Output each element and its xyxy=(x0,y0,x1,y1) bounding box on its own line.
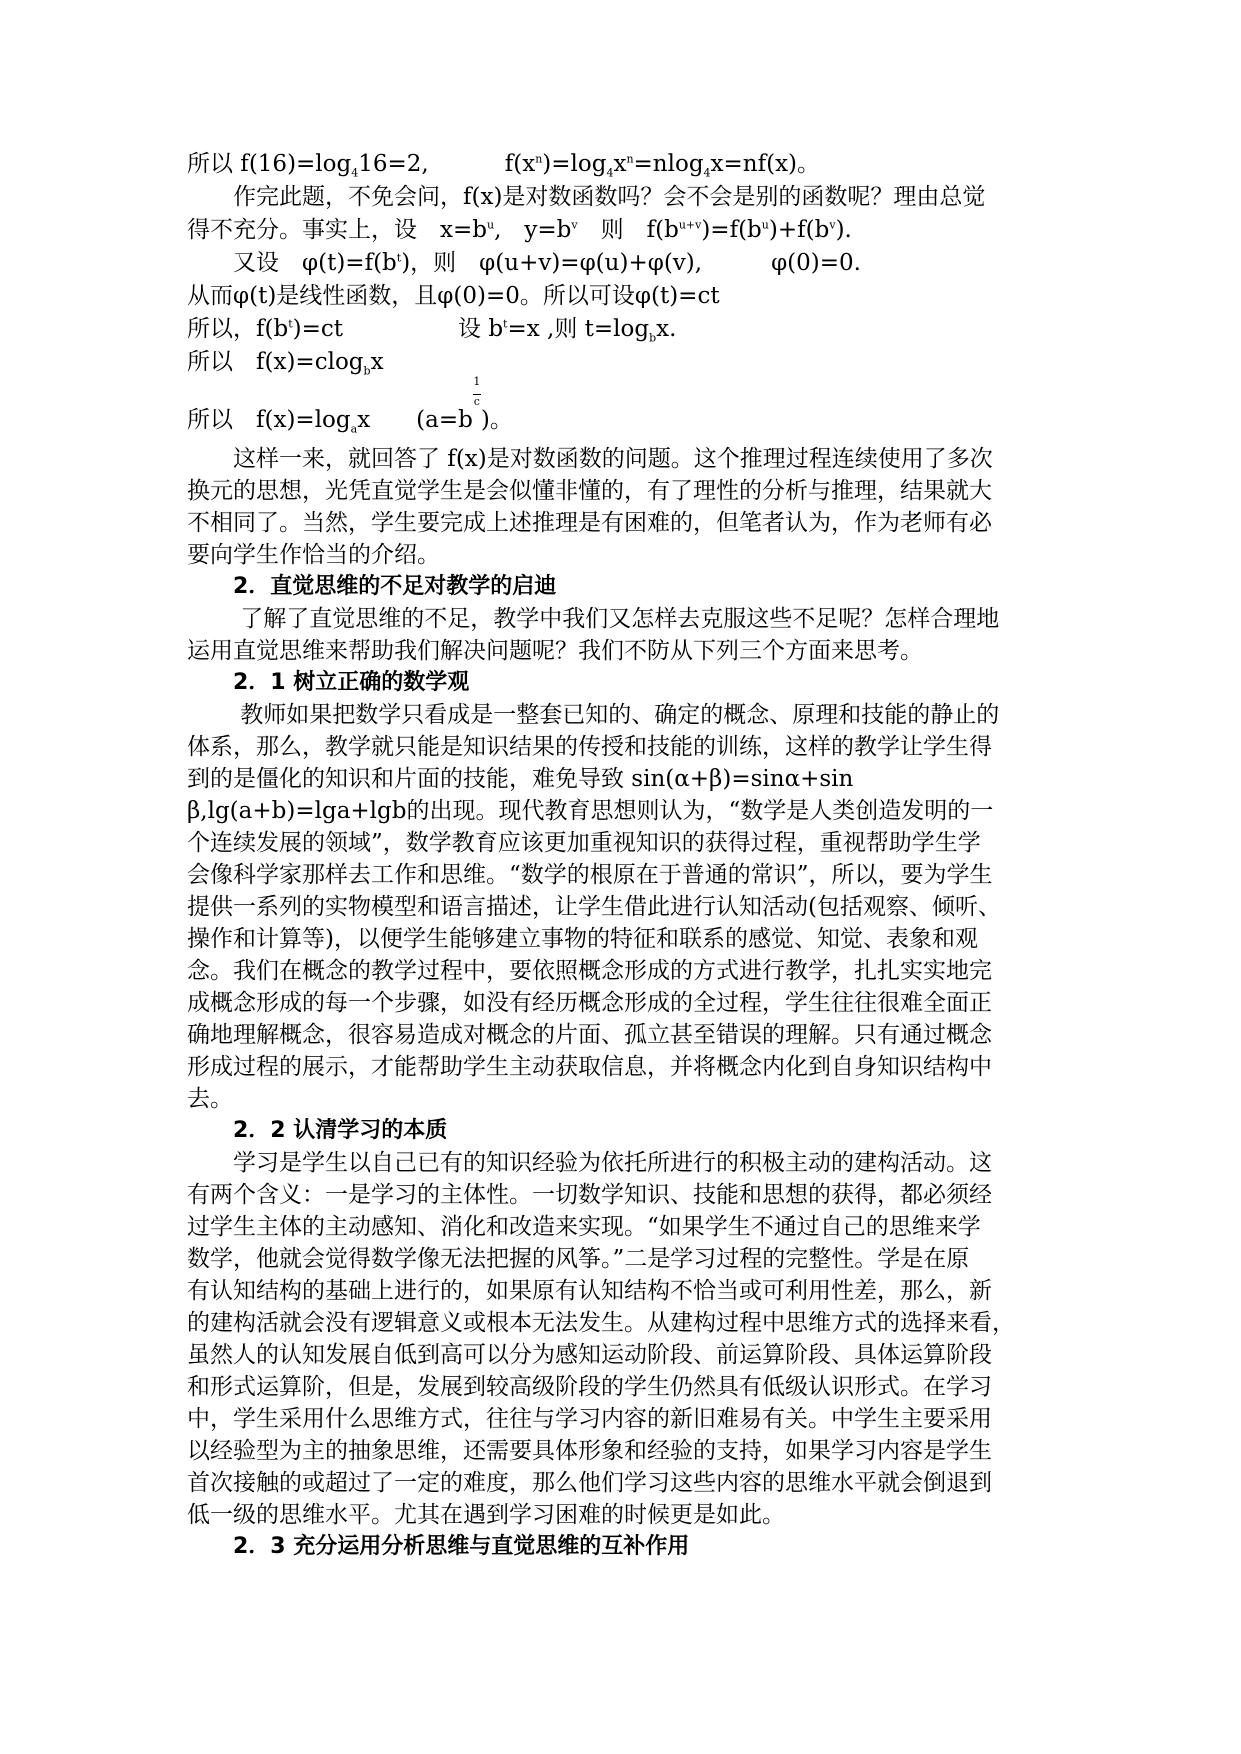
paragraph-line: 确地理解概念，很容易造成对概念的片面、孤立甚至错误的理解。只有通过概念 xyxy=(187,1022,992,1048)
paragraph-line: 不相同了。当然，学生要完成上述推理是有困难的，但笔者认为，作为老师有必 xyxy=(187,510,992,536)
formula-line-7: 所以 f(x)=clog$_b$x xyxy=(187,349,384,378)
paragraph-line: 过学生主体的主动感知、消化和改造来实现。“如果学生不通过自己的思维来学 xyxy=(187,1214,981,1240)
subsection-heading: 2．2 认清学习的本质 xyxy=(233,1118,448,1143)
paragraph-line: 个连续发展的领域”，数学教育应该更加重视知识的获得过程，重视帮助学生学 xyxy=(187,830,981,856)
paragraph-line: 中，学生采用什么思维方式，往往与学习内容的新旧难易有关。中学生主要采用 xyxy=(187,1406,992,1432)
formula-line-3: 得不充分。事实上，设 $x=b^u$, $y=b^v$ 则 $f(b^{u+v})=f(b^u)+f(b^v)$. xyxy=(187,217,852,243)
paragraph-line: 首次接触的或超过了一定的难度，那么他们学习这些内容的思维水平就会倒退到 xyxy=(187,1470,992,1496)
fraction-exponent: $\frac{1}{c}$ xyxy=(473,375,481,408)
formula-line-6: 所以，$f(b^t)=ct$ 设 $b^t=x$ ,则 $t=\log_bx$. xyxy=(187,316,677,345)
paragraph-line: 有认知结构的基础上进行的，如果原有认知结构不恰当或可利用性差，那么，新 xyxy=(187,1278,992,1304)
paragraph-line: 换元的思想，光凭直觉学生是会似懂非懂的，有了理性的分析与推理，结果就大 xyxy=(187,478,992,504)
formula-line-1: 所以 $f(16)=\log_416=2$, $f(x^n)=\log_4x^n=nlog_4x=nf(x)$。 xyxy=(187,151,821,180)
paragraph-line: 数学，他就会觉得数学像无法把握的风筝。”二是学习过程的完整性。学是在原 xyxy=(187,1246,970,1272)
paragraph-line: 教师如果把数学只看成是一整套已知的、确定的概念、原理和技能的静止的 xyxy=(233,702,1000,728)
paragraph-line: 去。 xyxy=(187,1086,233,1112)
paragraph-line: 操作和计算等)，以便学生能够建立事物的特征和联系的感觉、知觉、表象和观 xyxy=(187,926,978,952)
paragraph-line: 运用直觉思维来帮助我们解决问题呢？我们不防从下列三个方面来思考。 xyxy=(187,638,923,664)
paragraph-line: 成概念形成的每一个步骤，如没有经历概念形成的全过程，学生往往很难全面正 xyxy=(187,990,992,1016)
paragraph-line: 形成过程的展示，才能帮助学生主动获取信息，并将概念内化到自身知识结构中 xyxy=(187,1054,992,1080)
paragraph-line: 虽然人的认知发展自低到高可以分为感知运动阶段、前运算阶段、具体运算阶段 xyxy=(187,1342,992,1368)
paragraph-line: 要向学生作恰当的介绍。 xyxy=(187,542,440,568)
formula-line-8: 所以 $f(x)=\log_ax$ $(a=b\frac{1}{c})$。 xyxy=(187,375,513,436)
paragraph-line: 学习是学生以自己已有的知识经验为依托所进行的积极主动的建构活动。这 xyxy=(233,1150,992,1176)
formula-line-4: 又设 $\varphi(t)=f(b^t)$，则 φ(u+v)=φ(u)+φ(v), φ(0)=0. xyxy=(233,250,861,276)
section-heading: 2．直觉思维的不足对教学的启迪 xyxy=(233,574,557,599)
paragraph-line: 以经验型为主的抽象思维，还需要具体形象和经验的支持，如果学习内容是学生 xyxy=(187,1438,992,1464)
paragraph-line: β,lg(a+b)=lga+lgb的出现。现代教育思想则认为，“数学是人类创造发明的一 xyxy=(187,798,994,824)
paragraph-line: 和形式运算阶，但是，发展到较高级阶段的学生仍然具有低级认识形式。在学习 xyxy=(187,1374,992,1400)
text-line: 作完此题，不免会问，f(x)是对数函数吗？会不会是别的函数呢？理由总觉 xyxy=(233,184,986,210)
paragraph-line: 体系，那么，教学就只能是知识结果的传授和技能的训练，这样的教学让学生得 xyxy=(187,734,992,760)
paragraph-line: 到的是僵化的知识和片面的技能，难免导致 sin(α+β)=sinα+sin xyxy=(187,766,854,792)
formula-line-5: 从而φ(t)是线性函数，且φ(0)=0。所以可设φ(t)=ct xyxy=(187,283,720,309)
subsection-heading: 2．3 充分运用分析思维与直觉思维的互补作用 xyxy=(233,1534,690,1559)
paragraph-line: 的建构活就会没有逻辑意义或根本无法发生。从建构过程中思维方式的选择来看， xyxy=(187,1310,1015,1336)
subsection-heading: 2．1 树立正确的数学观 xyxy=(233,670,470,695)
paragraph-line: 了解了直觉思维的不足，教学中我们又怎样去克服这些不足呢？怎样合理地 xyxy=(233,606,1000,632)
paragraph-line: 这样一来，就回答了 f(x)是对数函数的问题。这个推理过程连续使用了多次 xyxy=(233,446,993,472)
paragraph-line: 低一级的思维水平。尤其在遇到学习困难的时候更是如此。 xyxy=(187,1502,785,1528)
paragraph-line: 念。我们在概念的教学过程中，要依照概念形成的方式进行教学，扎扎实实地完 xyxy=(187,958,992,984)
paragraph-line: 有两个含义：一是学习的主体性。一切数学知识、技能和思想的获得，都必须经 xyxy=(187,1182,992,1208)
paragraph-line: 提供一系列的实物模型和语言描述，让学生借此进行认知活动(包括观察、倾听、 xyxy=(187,894,1001,920)
paragraph-line: 会像科学家那样去工作和思维。“数学的根原在于普通的常识”，所以，要为学生 xyxy=(187,862,993,888)
